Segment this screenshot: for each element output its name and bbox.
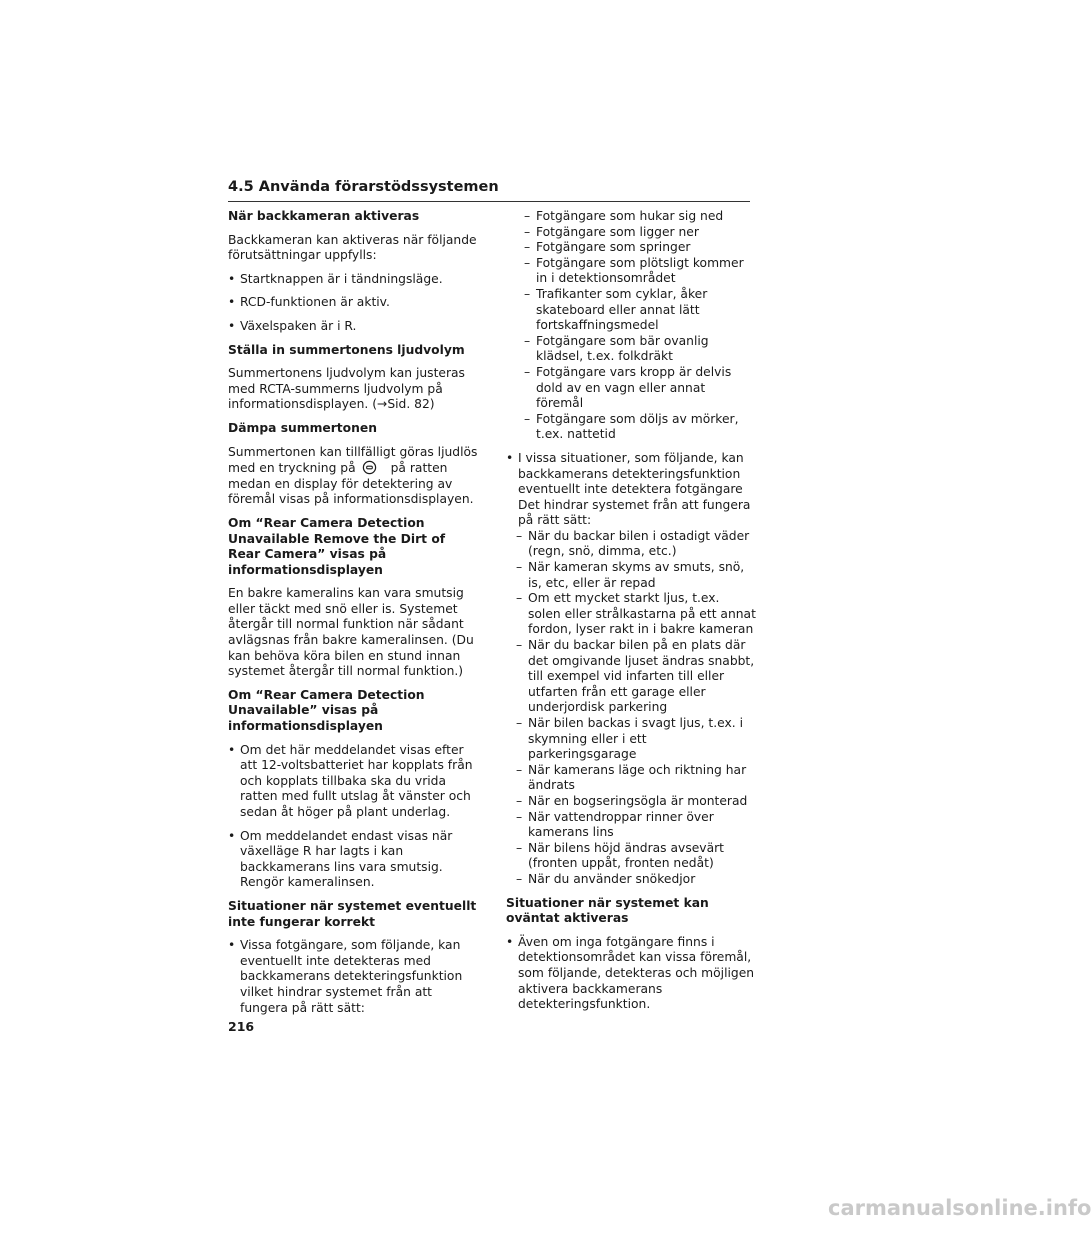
situation-dash-list [506, 529, 756, 888]
list-item [228, 743, 478, 821]
list-item-text: RCD-funktionen är aktiv. [240, 295, 390, 310]
heading-volume: Ställa in summertonens ljudvolym [228, 342, 465, 357]
heading-mute: Dämpa summertonen [228, 420, 377, 435]
dash-item [506, 240, 756, 256]
paragraph-mute [228, 445, 478, 508]
list-item-text: Om det här meddelandet visas efter att 12-voltsbatteriet har kopplats från och kopplats tillbaka ska du vrida ratten med fullt utslag åt vänster och sedan åt höger på plant underlag. [240, 742, 473, 819]
dash-mark: – [516, 560, 523, 575]
dash-item-text: När du använder snökedjor [528, 871, 696, 886]
dash-item-text: Om ett mycket starkt ljus, t.ex. solen eller strålkastarna på ett annat fordon, lyser rakt in i bakre kameran [528, 591, 756, 637]
paragraph-mute-part1: Summertonen kan tillfälligt göras ljudlös med en tryckning på [228, 444, 478, 476]
dash-item-text: Fotgängare som döljs av mörker, t.ex. nattetid [536, 411, 739, 442]
dash-mark: – [516, 871, 523, 886]
dash-item [506, 287, 756, 334]
watermark: carmanualsonline.info [828, 1196, 1091, 1220]
dash-item-text: När du backar bilen på en plats där det omgivande ljuset ändras snabbt, till exempel vid infarten till eller utfarten från ett garage eller underjordisk parkering [528, 638, 755, 715]
dash-item [506, 872, 756, 888]
left-column [228, 209, 478, 1024]
dash-item-text: När du backar bilen i ostadigt väder (regn, snö, dimma, etc.) [528, 528, 750, 559]
dash-mark: – [516, 638, 523, 653]
paragraph-mute-part2: på ratten medan en display för detektering av föremål visas på informationsdisplayen. [228, 461, 474, 507]
dash-item [506, 209, 756, 225]
list-item [228, 272, 478, 288]
right-column [506, 209, 756, 1021]
list-item [228, 829, 478, 891]
dash-item [506, 256, 756, 287]
list-item-text: Växelspaken är i R. [240, 318, 357, 333]
bullet-mark: • [228, 742, 236, 757]
dash-item-text: När vattendroppar rinner över kamerans lins [528, 809, 714, 840]
list-item [228, 295, 478, 311]
dash-item [506, 716, 756, 763]
dash-item-text: Fotgängare vars kropp är delvis dold av en vagn eller annat föremål [536, 364, 732, 411]
dash-item-text: Fotgängare som springer [536, 240, 691, 255]
dash-mark: – [524, 209, 531, 223]
list-item-text: Vissa fotgängare, som följande, kan eventuellt inte detekteras med backkamerans detekteringsfunktion vilket hindrar systemet från att fungera på rätt sätt: [240, 938, 463, 1015]
bullet-mark: • [506, 934, 514, 949]
dash-item [506, 365, 756, 412]
bullet-mark: • [228, 318, 236, 333]
pedestrian-dash-list [506, 209, 756, 443]
dash-mark: – [524, 286, 531, 301]
dash-mark: – [524, 411, 531, 426]
paragraph-activation-conditions: Backkameran kan aktiveras när följande förutsättningar uppfylls: [228, 232, 477, 263]
bullet-mark: • [228, 271, 236, 286]
dash-item [506, 810, 756, 841]
paragraph-volume: Summertonens ljudvolym kan justeras med RCTA-summerns ljudvolym på informationsdisplayen. (→Sid. 82) [228, 366, 465, 412]
dash-item [506, 591, 756, 638]
section-title: 4.5 Använda förarstödssystemen [228, 178, 750, 202]
dash-item-text: När bilen backas i svagt ljus, t.ex. i skymning eller i ett parkeringsgarage [528, 716, 743, 762]
heading-malfunction: Situationer när systemet eventuellt inte fungerar korrekt [228, 898, 477, 929]
dash-item [506, 763, 756, 794]
list-item [228, 319, 478, 335]
dash-item [506, 638, 756, 716]
dash-mark: – [516, 716, 523, 730]
dash-item-text: När kameran skyms av smuts, snö, is, etc, eller är repad [528, 560, 745, 590]
dash-item [506, 225, 756, 241]
heading-unexpected-activation: Situationer när systemet kan oväntat aktiveras [506, 895, 709, 926]
dash-mark: – [516, 528, 523, 543]
paragraph-dirt-message: En bakre kameralins kan vara smutsig eller täckt med snö eller is. Systemet återgår till normal funktion när sådant avlägsnas från bakre kameralinsen. (Du kan behöva köra bilen en stund innan systemet återgår till normal funktion.) [228, 586, 474, 679]
dash-item [506, 412, 756, 443]
dash-item [506, 841, 756, 872]
bullet-mark: • [228, 938, 236, 953]
heading-camera-activation: När backkameran aktiveras [228, 209, 420, 223]
heading-dirt-message: Om “Rear Camera Detection Unavailable Remove the Dirt of Rear Camera” visas på informationsdisplayen [228, 515, 446, 577]
list-item-text: Startknappen är i tändningsläge. [240, 271, 443, 286]
dash-item-text: Fotgängare som hukar sig ned [536, 209, 724, 223]
dash-mark: – [516, 591, 523, 606]
list-item-text: Om meddelandet endast visas när växelläge R har lagts i kan backkamerans lins vara smutsig. Rengör kameralinsen. [240, 828, 453, 890]
list-item [506, 451, 756, 529]
dash-mark: – [516, 762, 523, 777]
dash-item-text: Fotgängare som bär ovanlig klädsel, t.ex. folkdräkt [536, 333, 709, 364]
dash-item-text: När kamerans läge och riktning har ändrats [528, 762, 747, 793]
dash-item [506, 794, 756, 810]
dash-item-text: Fotgängare som plötsligt kommer in i detektionsområdet [536, 255, 744, 286]
list-item [506, 935, 756, 1013]
dash-item-text: När bilens höjd ändras avsevärt (fronten uppåt, fronten nedåt) [528, 840, 724, 871]
dash-item [506, 529, 756, 560]
list-item-text: Även om inga fotgängare finns i detektionsområdet kan vissa föremål, som följande, detekteras och möjligen aktivera backkamerans detekteringsfunktion. [518, 934, 755, 1012]
dash-item-text: När en bogseringsögla är monterad [528, 793, 748, 808]
dash-mark: – [516, 840, 523, 855]
dash-mark: – [524, 333, 531, 348]
bullet-mark: • [228, 295, 236, 310]
list-item [228, 938, 478, 1016]
list-item-text: I vissa situationer, som följande, kan backkamerans detekteringsfunktion eventuellt inte detektera fotgängare Det hindrar systemet från att fungera på rätt sätt: [518, 450, 751, 528]
bullet-mark: • [506, 450, 514, 465]
dash-item-text: Trafikanter som cyklar, åker skateboard eller annat lätt fortskaffningsmedel [536, 286, 708, 333]
page-number: 216 [228, 1019, 255, 1034]
dash-item [506, 334, 756, 365]
dash-mark: – [524, 364, 531, 379]
bullet-mark: • [228, 828, 236, 843]
dash-mark: – [524, 240, 531, 255]
dash-mark: – [516, 809, 523, 824]
dash-mark: – [524, 255, 531, 270]
dash-item-text: Fotgängare som ligger ner [536, 224, 699, 239]
dash-item [506, 560, 756, 591]
steering-wheel-button-icon [362, 460, 377, 475]
dash-mark: – [516, 793, 523, 808]
dash-mark: – [524, 224, 531, 239]
heading-unavailable-message: Om “Rear Camera Detection Unavailable” visas på informationsdisplayen [228, 687, 425, 734]
